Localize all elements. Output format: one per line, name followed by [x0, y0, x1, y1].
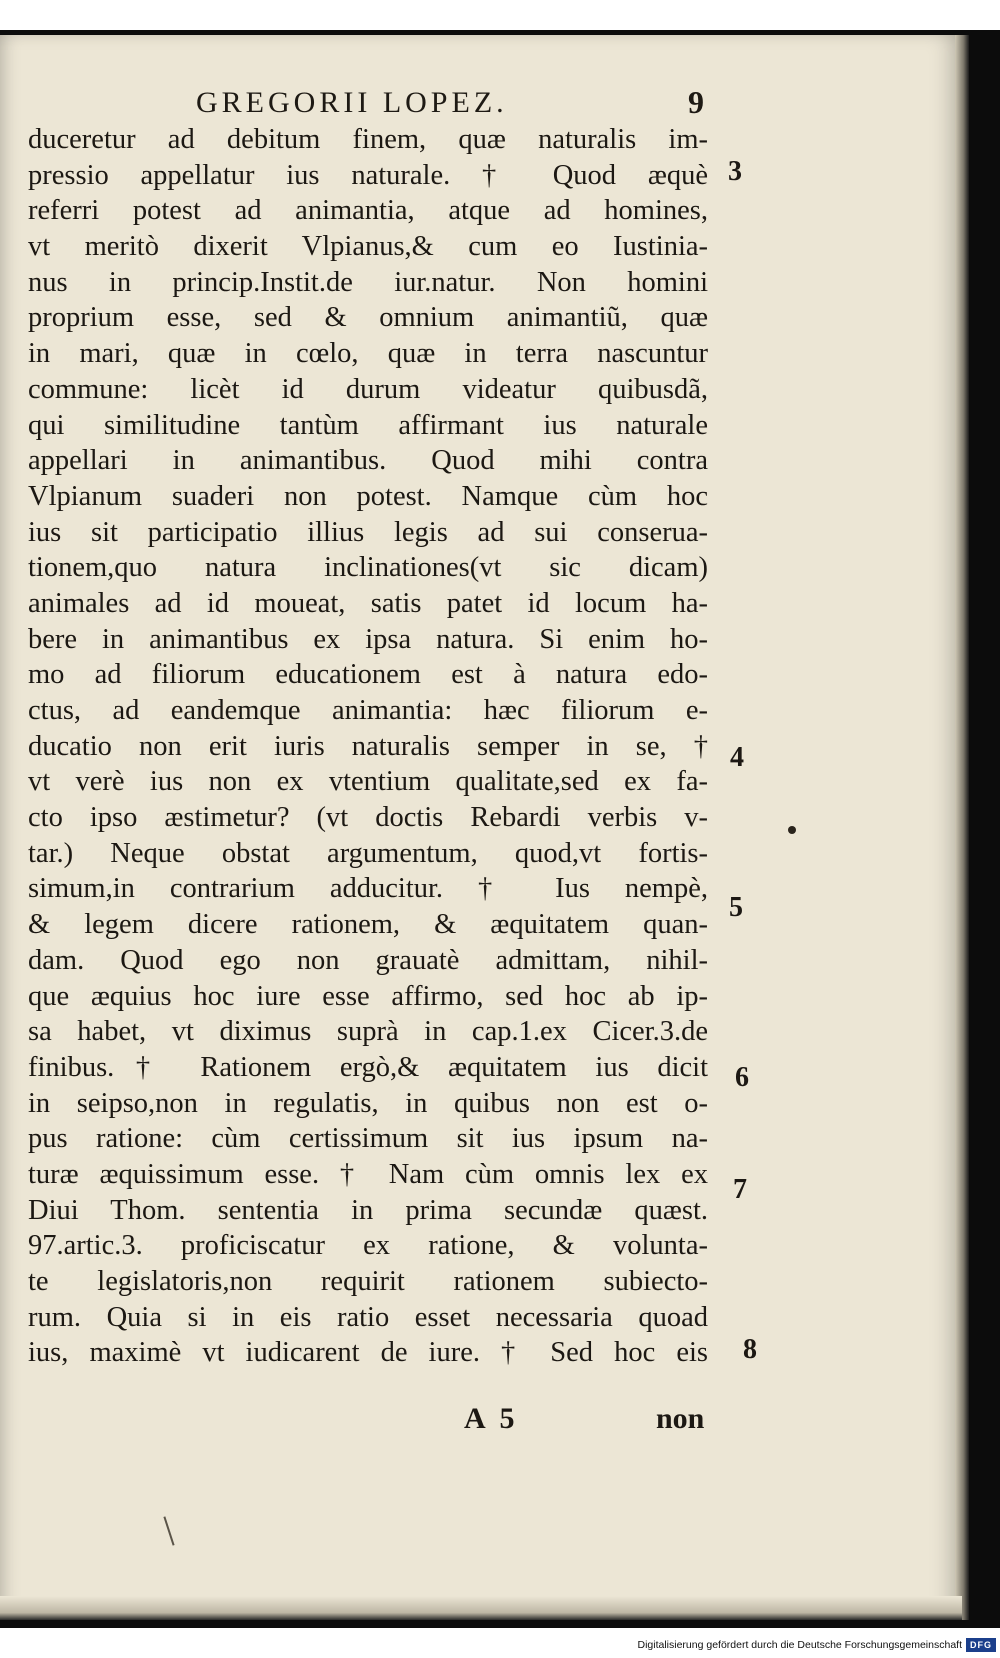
text-line: te legislatoris,non requirit rationem subiecto- — [28, 1266, 708, 1297]
page-right-edge — [955, 35, 969, 1620]
page-header — [0, 86, 962, 126]
text-line: ducatio non erit iuris naturalis semper in se, † — [28, 730, 708, 762]
text-line: 97.artic.3. proficiscatur ex ratione, & volunta- — [28, 1230, 708, 1262]
text-line: qui similitudine tantùm affirmant ius naturale — [28, 409, 708, 441]
catchword: non — [656, 1402, 705, 1435]
margin-note: 4 — [730, 742, 744, 773]
text-line: ius sit participatio illius legis ad sui conserua- — [28, 516, 708, 548]
credit-text: Digitalisierung gefördert durch die Deutsche Forschungsgemeinschaft — [637, 1639, 962, 1651]
text-line: turæ æquissimum esse. † Nam cùm omnis lex ex — [28, 1158, 708, 1190]
text-line: in mari, quæ in cœlo, quæ in terra nascuntur — [28, 338, 708, 370]
margin-note: 7 — [733, 1174, 747, 1205]
margin-note: 5 — [729, 892, 743, 923]
page-number: 9 — [688, 84, 704, 120]
text-line: Diui Thom. sententia in prima secundæ quæst. — [28, 1194, 708, 1226]
running-head: GREGORII LOPEZ. — [196, 86, 508, 119]
text-line: vt verè ius non ex vtentium qualitate,sed ex fa- — [28, 766, 708, 798]
page-bottom-edge — [0, 1596, 962, 1620]
text-line: finibus.† Rationem ergò,& æquitatem ius dicit — [28, 1051, 708, 1083]
text-line: cto ipso æstimetur? (vt doctis Rebardi verbis v- — [28, 802, 708, 834]
text-line: referri potest ad animantia, atque ad homines, — [28, 195, 708, 227]
text-line: appellari in animantibus. Quod mihi contra — [28, 445, 708, 477]
text-line: ctus, ad eandemque animantia: hæc filiorum e- — [28, 695, 708, 726]
credit-bar — [0, 1634, 1000, 1658]
text-line: mo ad filiorum educationem est à natura edo- — [28, 659, 708, 691]
text-line: simum,in contrarium adducitur. † Ius nempè, — [28, 873, 708, 905]
text-line: pus ratione: cùm certissimum sit ius ipsum na- — [28, 1123, 708, 1155]
text-line: & legem dicere rationem, & æquitatem quan- — [28, 909, 708, 941]
text-line: in seipso,non in regulatis, in quibus non est o- — [28, 1087, 708, 1119]
text-line: duceretur ad debitum finem, quæ naturalis im- — [28, 124, 708, 155]
text-line: que æquius hoc iure esse affirmo, sed hoc ab ip- — [28, 980, 708, 1012]
body-text — [28, 122, 708, 1371]
text-line: dam. Quod ego non grauatè admittam, nihil- — [28, 944, 708, 976]
text-line: commune: licèt id durum videatur quibusdã, — [28, 373, 708, 405]
dfg-logo: DFG — [966, 1638, 996, 1652]
text-line: sa habet, vt diximus suprà in cap.1.ex Cicer.3.de — [28, 1016, 708, 1048]
ink-blot — [788, 826, 796, 834]
text-line: proprium esse, sed & omnium animantiũ, quæ — [28, 302, 708, 334]
margin-note: 8 — [743, 1334, 757, 1365]
text-line: nus in princip.Instit.de iur.natur. Non homini — [28, 266, 708, 298]
text-line: Vlpianum suaderi non potest. Namque cùm hoc — [28, 480, 708, 512]
text-line: animales ad id moueat, satis patet id locum ha- — [28, 587, 708, 619]
text-line: vt meritò dixerit Vlpianus,& cum eo Iustinia- — [28, 231, 708, 263]
page-footer — [0, 1402, 962, 1442]
text-line: tar.) Neque obstat argumentum, quod,vt fortis- — [28, 837, 708, 869]
signature-mark: A 5 — [464, 1402, 519, 1435]
text-line: bere in animantibus ex ipsa natura. Si enim ho- — [28, 623, 708, 655]
margin-note: 6 — [735, 1062, 749, 1093]
text-line: ius, maximè vt iudicarent de iure. † Sed hoc eis — [28, 1337, 708, 1369]
text-line: tionem,quo natura inclinationes(vt sic dicam) — [28, 552, 708, 584]
margin-note: 3 — [728, 156, 742, 187]
text-line: pressio appellatur ius naturale. † Quod æquè — [28, 159, 708, 191]
text-line: rum. Quia si in eis ratio esset necessaria quoad — [28, 1301, 708, 1333]
